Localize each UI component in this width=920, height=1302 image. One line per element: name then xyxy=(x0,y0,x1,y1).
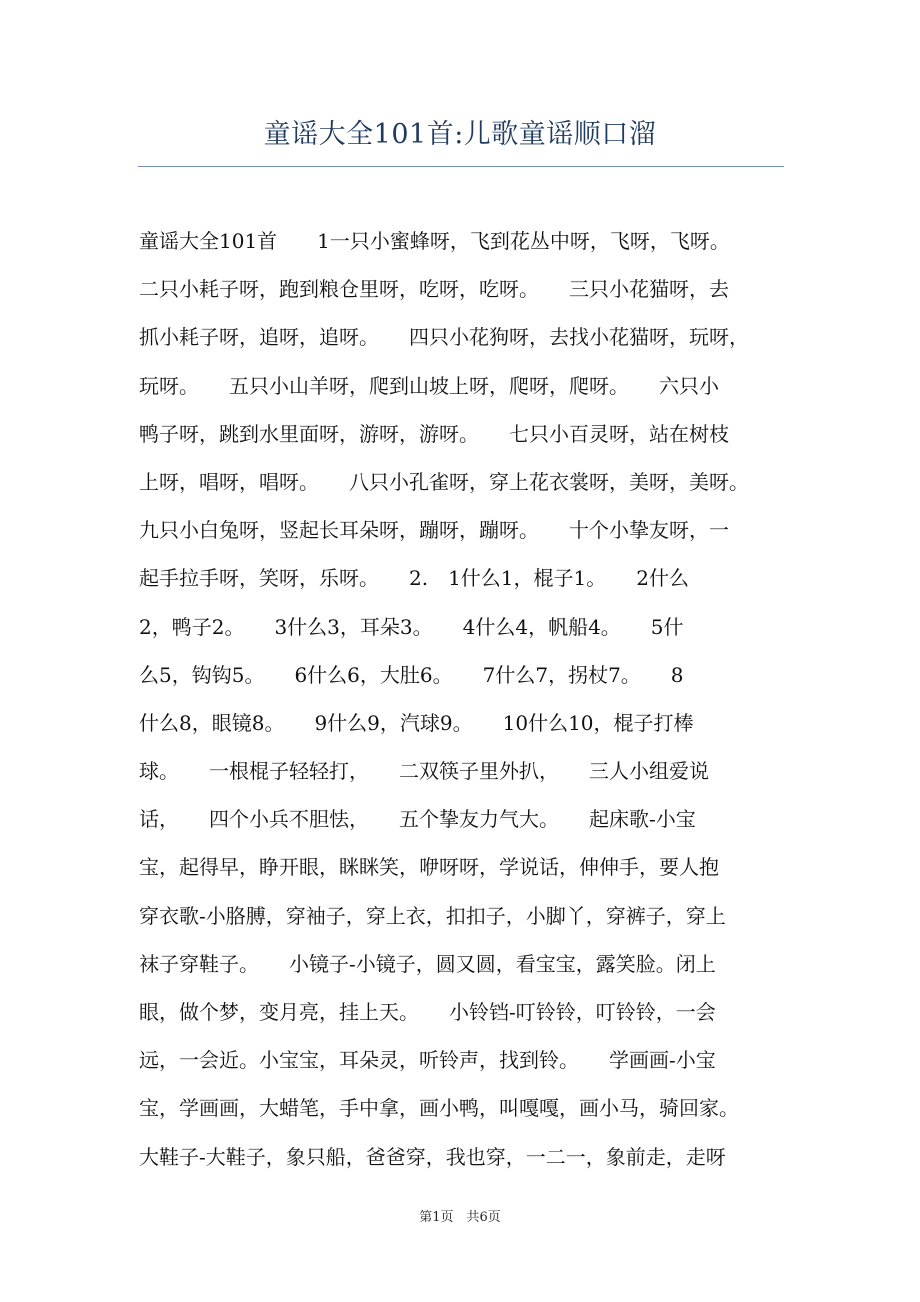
text-line: 玩呀。 五只小山羊呀，爬到山坡上呀，爬呀，爬呀。 六只小 xyxy=(139,373,719,398)
text-line: 抓小耗子呀，追呀，追呀。 四只小花狗呀，去找小花猫呀，玩呀， xyxy=(139,325,749,350)
text-line: 二只小耗子呀，跑到粮仓里呀，吃呀，吃呀。 三只小花猫呀，去 xyxy=(139,277,729,302)
page-number-footer: 第1页 共6页 xyxy=(419,1210,501,1225)
document-body xyxy=(139,222,799,1186)
text-line: 袜子穿鞋子。 小镜子-小镜子，圆又圆，看宝宝，露笑脸。闭上 xyxy=(139,951,716,976)
text-line: 鸭子呀，跳到水里面呀，游呀，游呀。 七只小百灵呀，站在树枝 xyxy=(139,421,729,446)
text-line: 什么8，眼镜8。 9什么9，汽球9。 10什么10，棍子打棒 xyxy=(139,710,694,735)
text-line: 穿衣歌-小胳膊，穿袖子，穿上衣，扣扣子，小脚丫，穿裤子，穿上 xyxy=(139,903,726,928)
text-line: 远，一会近。小宝宝，耳朵灵，听铃声，找到铃。 学画画-小宝 xyxy=(139,1048,716,1073)
text-line: 眼，做个梦，变月亮，挂上天。 小铃铛-叮铃铃，叮铃铃，一会 xyxy=(139,1000,716,1024)
text-line: 童谣大全101首 1一只小蜜蜂呀，飞到花丛中呀，飞呀，飞呀。 xyxy=(139,229,730,253)
text-line: 话， 四个小兵不胆怯， 五个挚友力气大。 起床歌-小宝 xyxy=(139,807,696,832)
text-line: 宝，起得早，睁开眼，眯眯笑，咿呀呀，学说话，伸伸手，要人抱 xyxy=(139,855,719,880)
text-line: 起手拉手呀，笑呀，乐呀。 2. 1什么1，棍子1。 2什么 xyxy=(139,566,689,591)
page-title: 童谣大全101首:儿歌童谣顺口溜 xyxy=(263,119,657,150)
text-line: 上呀，唱呀，唱呀。 八只小孔雀呀，穿上花衣裳呀，美呀，美呀。 xyxy=(139,469,749,494)
text-line: 宝，学画画，大蜡笔，手中拿，画小鸭，叫嘎嘎，画小马，骑回家。 xyxy=(139,1096,739,1121)
text-line: 九只小白兔呀，竖起长耳朵呀，蹦呀，蹦呀。 十个小挚友呀，一 xyxy=(139,518,729,543)
title-divider xyxy=(138,166,784,167)
text-line: 2，鸭子2。 3什么3，耳朵3。 4什么4，帆船4。 5什 xyxy=(139,614,684,639)
text-line: 么5，钩钩5。 6什么6，大肚6。 7什么7，拐杖7。 8 xyxy=(139,662,684,687)
text-line: 大鞋子-大鞋子，象只船，爸爸穿，我也穿，一二一，象前走，走呀 xyxy=(139,1144,726,1169)
text-line: 球。 一根棍子轻轻打， 二双筷子里外扒， 三人小组爱说 xyxy=(139,759,709,784)
